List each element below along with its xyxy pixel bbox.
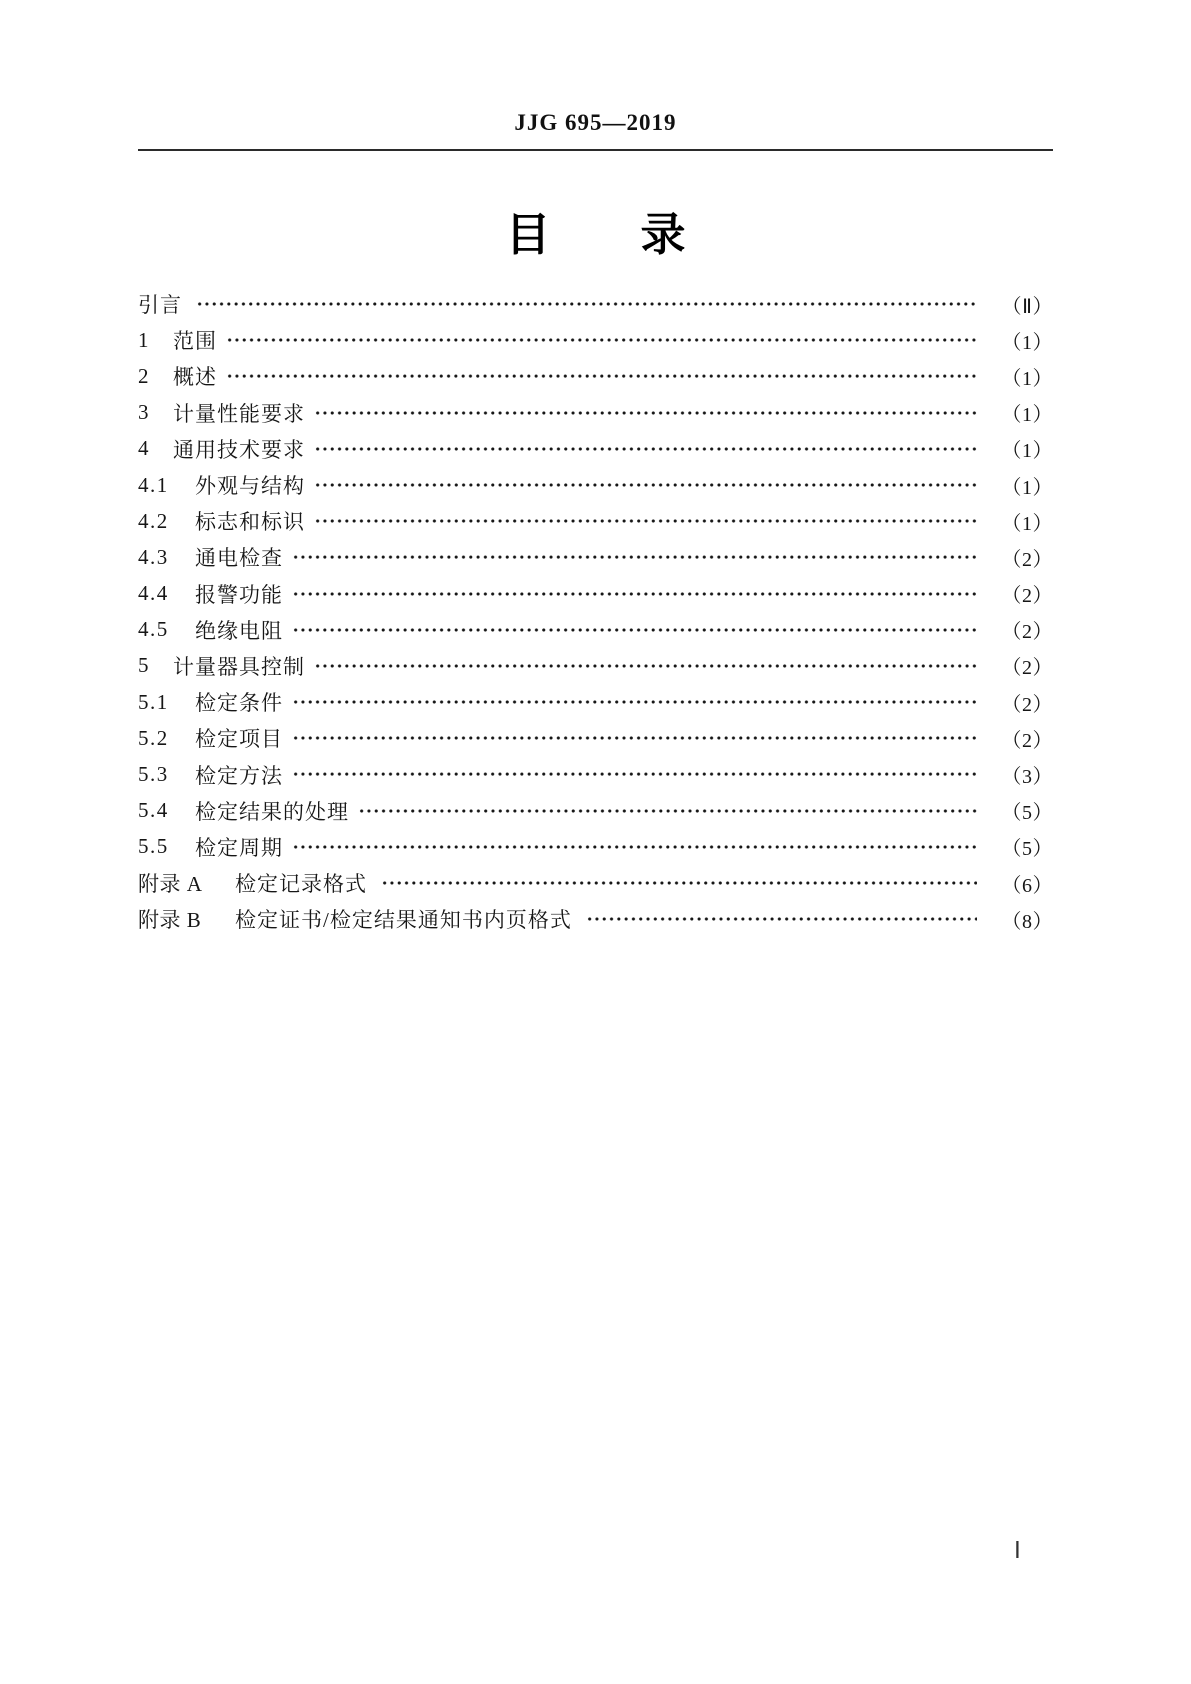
toc-entry-number: 4.4 bbox=[138, 581, 169, 606]
dot-leader bbox=[292, 684, 977, 720]
toc-entry bbox=[138, 684, 1053, 720]
toc-entry-page: （2） bbox=[1001, 693, 1053, 716]
toc-entry-label: 通用技术要求 bbox=[173, 437, 305, 462]
toc-entry-label: 检定结果的处理 bbox=[195, 799, 349, 824]
toc-entry-label: 通电检查 bbox=[195, 546, 283, 571]
toc-entry-label: 检定条件 bbox=[195, 691, 283, 716]
toc-entry-label: 检定证书/检定结果通知书内页格式 bbox=[235, 908, 572, 933]
dot-leader bbox=[314, 503, 977, 539]
toc-entry-number: 5.3 bbox=[138, 762, 169, 787]
toc-entry-page: （2） bbox=[1001, 548, 1053, 571]
toc-entry-page: （8） bbox=[1001, 910, 1053, 933]
toc-entry-page: （1） bbox=[1001, 404, 1053, 427]
toc-entry-label: 检定方法 bbox=[195, 763, 283, 788]
toc-entry-page: （2） bbox=[1001, 657, 1053, 680]
toc-entry bbox=[138, 576, 1053, 612]
toc-entry bbox=[138, 539, 1053, 575]
toc-entry-number: 附录 B bbox=[138, 908, 202, 933]
toc-entry-page: （Ⅱ） bbox=[1001, 295, 1053, 318]
toc-entry bbox=[138, 286, 1053, 322]
dot-leader bbox=[314, 431, 977, 467]
toc-entry-number: 附录 A bbox=[138, 872, 203, 897]
toc-entry bbox=[138, 865, 1053, 901]
toc-entry-page: （1） bbox=[1001, 367, 1053, 390]
dot-leader bbox=[292, 576, 977, 612]
toc-entry bbox=[138, 901, 1053, 937]
toc-entry-number: 5.5 bbox=[138, 834, 169, 859]
dot-leader bbox=[226, 322, 977, 358]
toc-entry bbox=[138, 829, 1053, 865]
dot-leader bbox=[586, 901, 977, 937]
toc-entry bbox=[138, 793, 1053, 829]
toc-entry bbox=[138, 431, 1053, 467]
dot-leader bbox=[314, 467, 977, 503]
toc-entry-page: （2） bbox=[1001, 621, 1053, 644]
dot-leader bbox=[226, 358, 977, 394]
toc-entry-label: 检定记录格式 bbox=[235, 872, 367, 897]
toc-entry-number: 2 bbox=[138, 363, 150, 388]
page-title: 目 录 bbox=[505, 209, 686, 260]
dot-leader bbox=[292, 612, 977, 648]
toc-entry-page: （1） bbox=[1001, 476, 1053, 499]
toc-entry-page: （5） bbox=[1001, 802, 1053, 825]
dot-leader bbox=[358, 793, 977, 829]
toc-entry bbox=[138, 358, 1053, 394]
dot-leader bbox=[314, 395, 977, 431]
toc-entry-page: （1） bbox=[1001, 440, 1053, 463]
toc-entry-page: （5） bbox=[1001, 838, 1053, 861]
toc-entry bbox=[138, 503, 1053, 539]
toc-entry-number: 4.2 bbox=[138, 508, 169, 533]
toc-entry bbox=[138, 756, 1053, 792]
toc-entry-number: 4.1 bbox=[138, 472, 169, 497]
toc-entry-label: 计量器具控制 bbox=[173, 654, 305, 679]
toc-entry-number: 5 bbox=[138, 653, 150, 678]
dot-leader bbox=[292, 756, 977, 792]
toc-entry-page: （1） bbox=[1001, 512, 1053, 535]
toc-entry-label: 范围 bbox=[173, 329, 217, 354]
dot-leader bbox=[292, 720, 977, 756]
toc-entry-label: 报警功能 bbox=[195, 582, 283, 607]
footer-page-number: Ⅰ bbox=[1014, 1538, 1021, 1563]
toc-entry-label: 概述 bbox=[173, 365, 217, 390]
toc-entry bbox=[138, 612, 1053, 648]
toc-entry-page: （1） bbox=[1001, 331, 1053, 354]
toc-entry-number: 5.1 bbox=[138, 689, 169, 714]
toc-entry-number: 5.2 bbox=[138, 725, 169, 750]
toc-entry-number: 1 bbox=[138, 327, 150, 352]
toc-entry-label: 检定周期 bbox=[195, 835, 283, 860]
toc-entry-label: 引言 bbox=[138, 293, 182, 318]
dot-leader bbox=[292, 829, 977, 865]
dot-leader bbox=[381, 865, 977, 901]
document-number-header: JJG 695—2019 bbox=[514, 110, 677, 135]
dot-leader bbox=[292, 539, 977, 575]
toc-entry-number: 5.4 bbox=[138, 798, 169, 823]
toc-entry-number: 4 bbox=[138, 436, 150, 461]
toc-entry-page: （2） bbox=[1001, 585, 1053, 608]
toc-entry bbox=[138, 720, 1053, 756]
toc-entry bbox=[138, 467, 1053, 503]
dot-leader bbox=[314, 648, 977, 684]
toc-entry-label: 检定项目 bbox=[195, 727, 283, 752]
toc-entry-label: 外观与结构 bbox=[195, 474, 305, 499]
table-of-contents bbox=[138, 286, 1053, 937]
toc-entry-label: 计量性能要求 bbox=[173, 401, 305, 426]
toc-entry-page: （6） bbox=[1001, 874, 1053, 897]
toc-entry-number: 4.3 bbox=[138, 544, 169, 569]
toc-entry bbox=[138, 648, 1053, 684]
toc-entry-number: 4.5 bbox=[138, 617, 169, 642]
dot-leader bbox=[196, 286, 977, 322]
header-rule bbox=[138, 149, 1053, 151]
toc-entry-label: 绝缘电阻 bbox=[195, 618, 283, 643]
toc-entry-label: 标志和标识 bbox=[195, 510, 305, 535]
toc-entry-number: 3 bbox=[138, 400, 150, 425]
toc-entry bbox=[138, 395, 1053, 431]
toc-entry-page: （3） bbox=[1001, 766, 1053, 789]
toc-entry-page: （2） bbox=[1001, 729, 1053, 752]
toc-entry bbox=[138, 322, 1053, 358]
